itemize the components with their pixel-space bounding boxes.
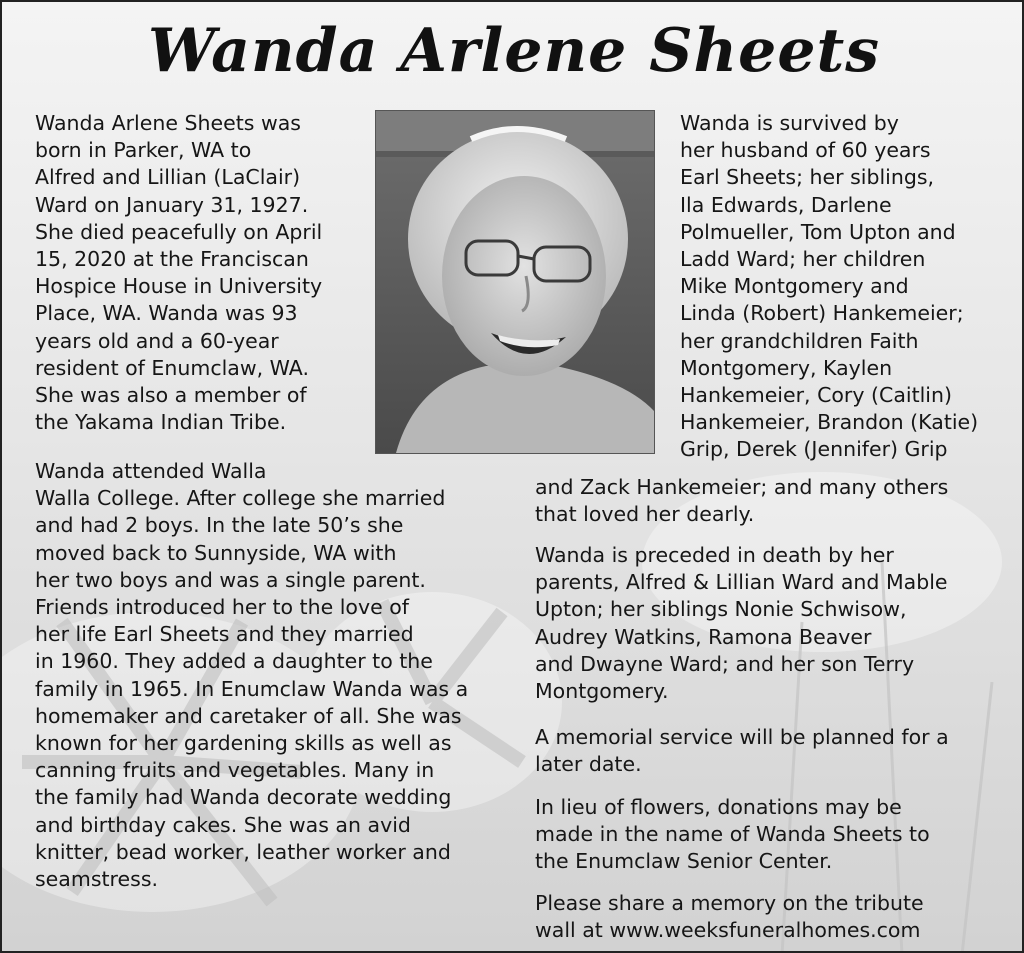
text-line: in 1960. They added a daughter to the (35, 649, 433, 674)
text-line: knitter, bead worker, leather worker and (35, 839, 451, 864)
text-line: and Dwayne Ward; and her son Terry (535, 651, 915, 676)
page-title: Wanda Arlene Sheets (148, 16, 880, 86)
text-line: Hospice House in University (35, 274, 323, 299)
paragraph-memorial (535, 724, 949, 778)
text-line: that loved her dearly. (535, 502, 755, 527)
text-line: A memorial service will be planned for a (535, 725, 949, 749)
text-line: seamstress. (35, 867, 159, 892)
text-line: Grip, Derek (Jennifer) Grip (680, 437, 948, 462)
text-line: her two boys and was a single parent. (35, 567, 426, 592)
text-line: canning fruits and vegetables. Many in (35, 758, 435, 783)
text-line: her husband of 60 years (680, 138, 931, 163)
text-line: Audrey Watkins, Ramona Beaver (535, 624, 872, 649)
paragraph-tribute (535, 890, 924, 944)
text-line: Earl Sheets; her siblings, (680, 165, 935, 190)
paragraph-birth (35, 110, 322, 436)
text-line: later date. (535, 752, 642, 777)
text-line: Hankemeier, Brandon (Katie) (680, 410, 979, 435)
text-line: the Enumclaw Senior Center. (535, 849, 833, 874)
text-line: Ward on January 31, 1927. (35, 192, 309, 217)
text-line: She was also a member of (35, 383, 307, 408)
text-line: Friends introduced her to the love of (35, 595, 409, 620)
text-line: Place, WA. Wanda was 93 (35, 301, 298, 326)
text-line: moved back to Sunnyside, WA with (35, 540, 397, 565)
text-line: her grandchildren Faith (680, 328, 919, 353)
text-line: Wanda is preceded in death by her (535, 543, 894, 567)
text-line: Walla College. After college she married (35, 486, 446, 511)
text-line: and Zack Hankemeier; and many others (535, 475, 949, 499)
text-line: Wanda Arlene Sheets was (35, 111, 301, 135)
text-line: family in 1965. In Enumclaw Wanda was a (35, 676, 469, 701)
text-line: She died peacefully on April (35, 219, 323, 244)
paragraph-survived-by (680, 110, 978, 464)
text-line: parents, Alfred & Lillian Ward and Mable (535, 570, 948, 595)
text-line: made in the name of Wanda Sheets to (535, 822, 930, 847)
paragraph-donations (535, 794, 930, 876)
text-line: Montgomery. (535, 679, 669, 704)
text-line: years old and a 60-year (35, 328, 279, 353)
text-line: Upton; her siblings Nonie Schwisow, (535, 597, 907, 622)
text-line: wall at www.weeksfuneralhomes.com (535, 918, 921, 943)
text-line: 15, 2020 at the Franciscan (35, 247, 309, 272)
paragraph-life (35, 458, 468, 893)
text-line: the family had Wanda decorate wedding (35, 785, 452, 810)
text-line: Ila Edwards, Darlene (680, 192, 892, 217)
paragraph-survived-by-cont (535, 474, 948, 528)
text-line: Ladd Ward; her children (680, 247, 926, 272)
portrait-photo-icon (376, 111, 654, 453)
text-line: known for her gardening skills as well as (35, 731, 452, 756)
text-line: resident of Enumclaw, WA. (35, 355, 309, 380)
text-line: Polmueller, Tom Upton and (680, 219, 956, 244)
text-line: Please share a memory on the tribute (535, 891, 924, 915)
text-line: Montgomery, Kaylen (680, 355, 893, 380)
text-line: Mike Montgomery and (680, 274, 909, 299)
text-line: Linda (Robert) Hankemeier; (680, 301, 964, 326)
text-line: Wanda attended Walla (35, 459, 267, 483)
text-line: Wanda is survived by (680, 111, 899, 135)
text-line: homemaker and caretaker of all. She was (35, 703, 462, 728)
text-line: born in Parker, WA to (35, 138, 252, 163)
text-line: Hankemeier, Cory (Caitlin) (680, 383, 952, 408)
text-line: In lieu of flowers, donations may be (535, 795, 902, 819)
text-line: Alfred and Lillian (LaClair) (35, 165, 301, 190)
deceased-photo (375, 110, 655, 454)
text-line: the Yakama Indian Tribe. (35, 410, 287, 435)
text-line: her life Earl Sheets and they married (35, 622, 414, 647)
text-line: and had 2 boys. In the late 50’s she (35, 513, 404, 538)
paragraph-preceded (535, 542, 948, 705)
text-line: and birthday cakes. She was an avid (35, 812, 411, 837)
